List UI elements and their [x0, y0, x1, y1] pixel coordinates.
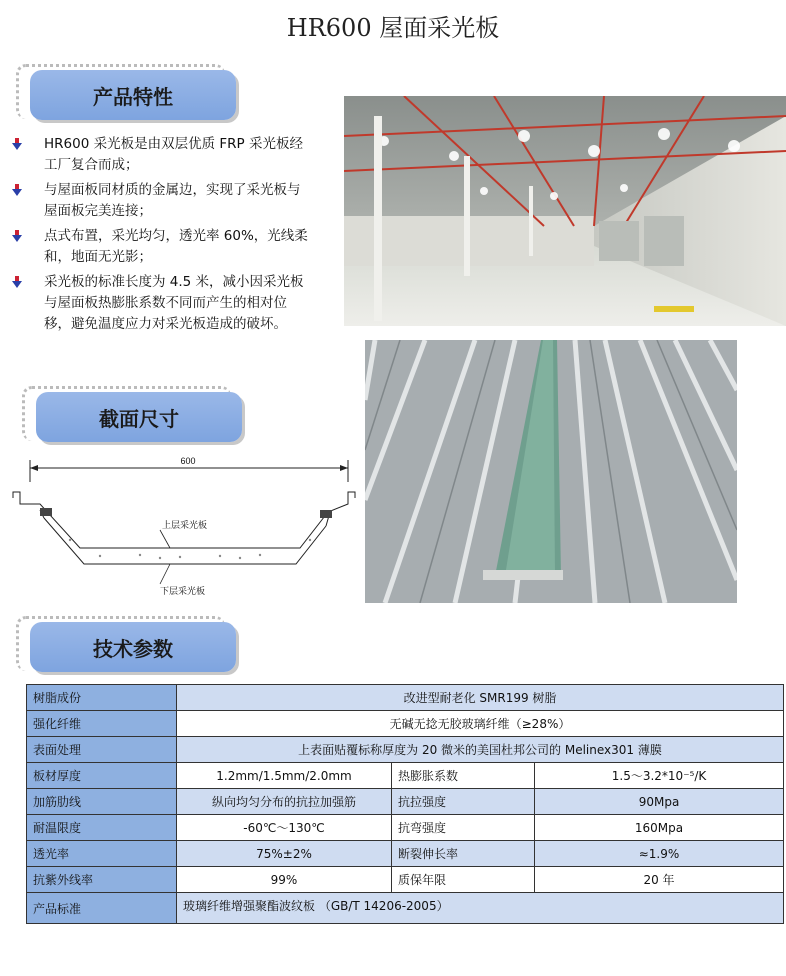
spec-value: 无碱无捻无胶玻璃纤维（≥28%） [177, 711, 784, 737]
width-dimension-label: 600 [180, 456, 196, 466]
spec-label: 抗拉强度 [392, 789, 535, 815]
table-row [27, 841, 784, 867]
table-row [27, 737, 784, 763]
spec-value: 75%±2% [177, 841, 392, 867]
section-title-parameters: 技术参数 [30, 622, 236, 672]
feature-text: 点式布置，采光均匀，透光率 60%，光线柔和，地面无光影； [44, 228, 308, 265]
spec-value: 改进型耐老化 SMR199 树脂 [177, 685, 784, 711]
spec-label: 产品标准 [27, 893, 177, 924]
spec-label: 树脂成份 [27, 685, 177, 711]
spec-label: 板材厚度 [27, 763, 177, 789]
section-title-features: 产品特性 [30, 70, 236, 120]
feature-item [10, 226, 310, 268]
section-header-features [16, 64, 236, 122]
arrow-down-bullet-icon [12, 138, 22, 150]
table-row [27, 893, 784, 924]
arrow-down-bullet-icon [12, 276, 22, 288]
spec-value: 1.5～3.2*10⁻⁵/K [535, 763, 784, 789]
table-row [27, 815, 784, 841]
spec-value: -60℃～130℃ [177, 815, 392, 841]
spec-label: 透光率 [27, 841, 177, 867]
feature-text: 采光板的标准长度为 4.5 米，减小因采光板与屋面板热膨胀系数不同而产生的相对位移，避免温度应力对采光板造成的破坏。 [44, 274, 304, 332]
spec-label: 强化纤维 [27, 711, 177, 737]
spec-label: 表面处理 [27, 737, 177, 763]
spec-label: 加筋肋线 [27, 789, 177, 815]
spec-label: 耐温限度 [27, 815, 177, 841]
section-header-dimensions [22, 386, 242, 444]
spec-label: 质保年限 [392, 867, 535, 893]
spec-value: 上表面贴覆标称厚度为 20 微米的美国杜邦公司的 Melinex301 薄膜 [177, 737, 784, 763]
spec-label: 抗紫外线率 [27, 867, 177, 893]
feature-text: HR600 采光板是由双层优质 FRP 采光板经工厂复合而成； [44, 136, 303, 173]
spec-value: 99% [177, 867, 392, 893]
spec-value: 20 年 [535, 867, 784, 893]
feature-item [10, 180, 310, 222]
upper-panel-label: 上层采光板 [162, 521, 208, 531]
roof-skylight-photo [365, 340, 737, 603]
feature-item [10, 272, 310, 335]
spec-value: ≈1.9% [535, 841, 784, 867]
spec-label: 断裂伸长率 [392, 841, 535, 867]
spec-table [26, 684, 784, 924]
spec-value: 160Mpa [535, 815, 784, 841]
feature-list [10, 134, 310, 339]
table-row [27, 789, 784, 815]
table-row [27, 867, 784, 893]
feature-item [10, 134, 310, 176]
warehouse-interior-photo [344, 96, 786, 326]
spec-value: 玻璃纤维增强聚酯波纹板 （GB/T 14206-2005） [177, 893, 784, 924]
page-title: HR600 屋面采光板 [286, 14, 500, 42]
table-row [27, 763, 784, 789]
section-title-dimensions: 截面尺寸 [36, 392, 242, 442]
arrow-down-bullet-icon [12, 230, 22, 242]
spec-value: 纵向均匀分布的抗拉加强筋 [177, 789, 392, 815]
table-row [27, 711, 784, 737]
table-row [27, 685, 784, 711]
feature-text: 与屋面板同材质的金属边，实现了采光板与屋面板完美连接； [44, 182, 301, 219]
spec-value: 1.2mm/1.5mm/2.0mm [177, 763, 392, 789]
lower-panel-label: 下层采光板 [160, 587, 206, 597]
section-header-parameters [16, 616, 236, 674]
cross-section-diagram [10, 452, 360, 610]
spec-value: 90Mpa [535, 789, 784, 815]
arrow-down-bullet-icon [12, 184, 22, 196]
spec-label: 抗弯强度 [392, 815, 535, 841]
spec-label: 热膨胀系数 [392, 763, 535, 789]
